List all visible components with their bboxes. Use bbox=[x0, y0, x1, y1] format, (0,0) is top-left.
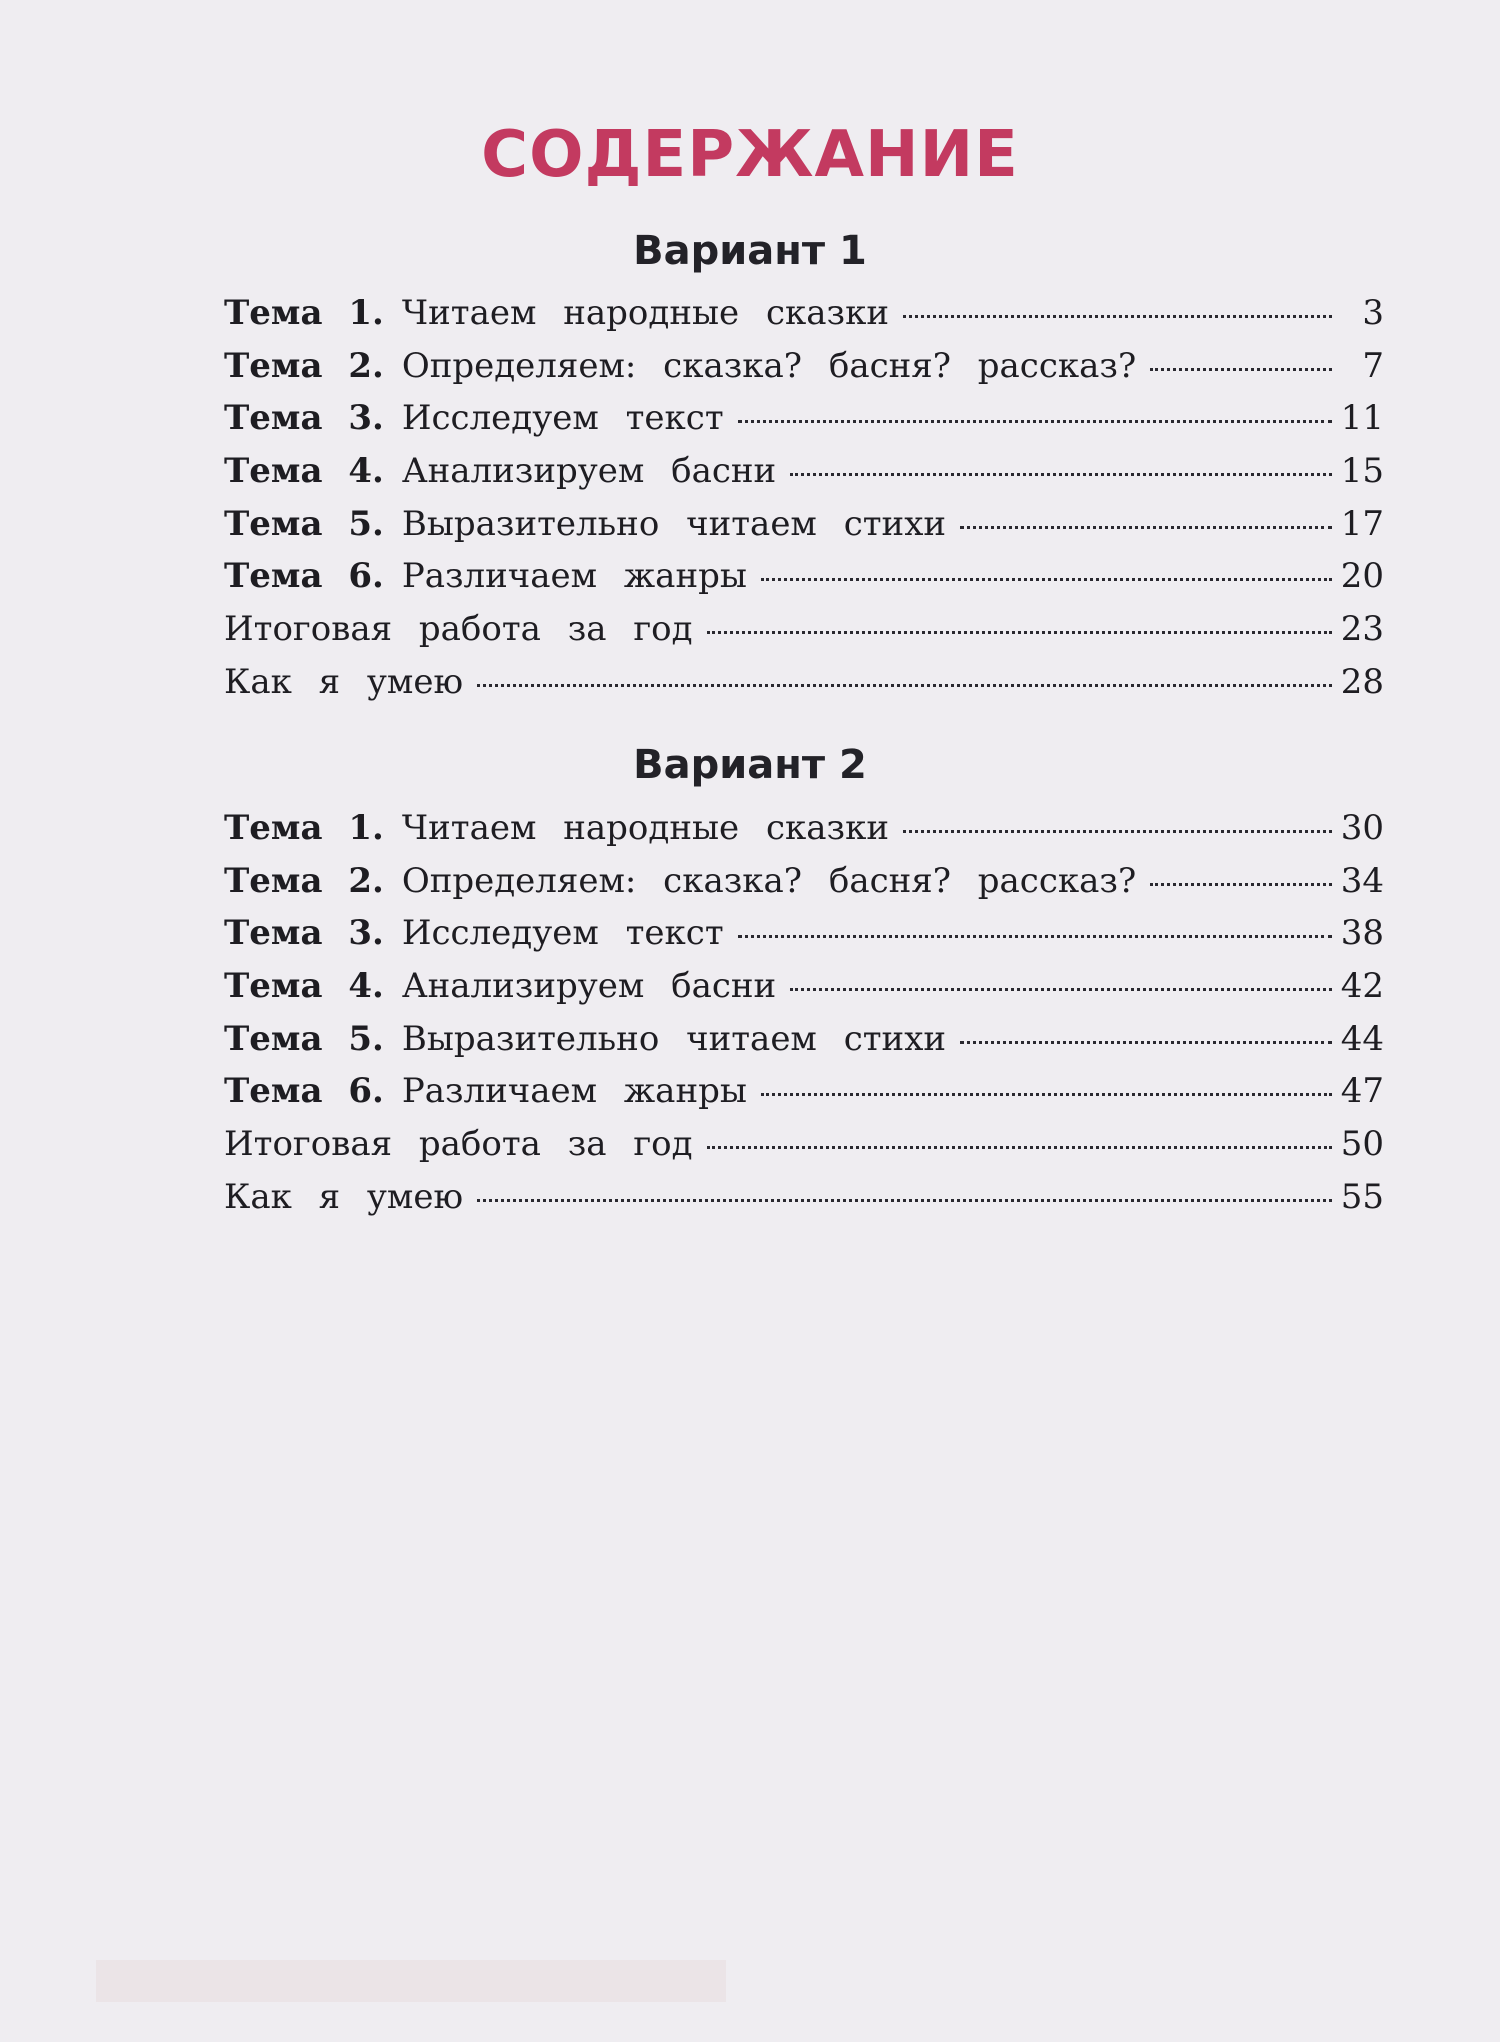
toc-entry[interactable] bbox=[224, 966, 1384, 1019]
toc-entry[interactable] bbox=[224, 346, 1384, 399]
toc-entry[interactable] bbox=[224, 1124, 1384, 1177]
toc-dot-leader bbox=[790, 473, 1332, 476]
toc-dot-leader bbox=[761, 1093, 1332, 1096]
toc-entry-page: 34 bbox=[1340, 860, 1384, 901]
toc-entry[interactable] bbox=[224, 504, 1384, 557]
toc-entry-page: 55 bbox=[1340, 1176, 1384, 1217]
toc-entry-prefix: Тема 2. bbox=[224, 345, 384, 386]
toc-entry-title: Исследуем текст bbox=[401, 398, 724, 439]
toc-dot-leader bbox=[477, 1199, 1332, 1202]
toc-dot-leader bbox=[707, 631, 1332, 634]
toc-entry-prefix: Тема 3. bbox=[224, 398, 384, 439]
toc-entry-title: Определяем: сказка? басня? рассказ? bbox=[401, 345, 1137, 386]
toc-entry-page: 20 bbox=[1340, 556, 1384, 597]
toc-entry[interactable] bbox=[224, 1177, 1384, 1230]
toc-entry-prefix: Тема 4. bbox=[224, 451, 384, 492]
toc-entry[interactable] bbox=[224, 609, 1384, 662]
toc-dot-leader bbox=[707, 1146, 1332, 1149]
toc-entry-prefix: Тема 3. bbox=[224, 913, 384, 954]
paper-smudge bbox=[96, 1960, 726, 2002]
toc-entry-page: 17 bbox=[1340, 503, 1384, 544]
toc-entry-page: 42 bbox=[1340, 966, 1384, 1007]
toc-entry[interactable] bbox=[224, 913, 1384, 966]
toc-entry-page: 23 bbox=[1340, 609, 1384, 650]
toc-dot-leader bbox=[761, 578, 1332, 581]
toc-entry[interactable] bbox=[224, 1019, 1384, 1072]
variant-1-heading: Вариант 1 bbox=[633, 228, 867, 274]
toc-entry-title: Анализируем басни bbox=[401, 451, 777, 492]
toc-entry[interactable] bbox=[224, 1071, 1384, 1124]
toc-entry-page: 15 bbox=[1340, 451, 1384, 492]
toc-entry-page: 7 bbox=[1362, 345, 1384, 386]
toc-entry-page: 38 bbox=[1340, 913, 1384, 954]
toc-entry[interactable] bbox=[224, 293, 1384, 346]
toc-entry[interactable] bbox=[224, 398, 1384, 451]
toc-entry[interactable] bbox=[224, 556, 1384, 609]
toc-dot-leader bbox=[1150, 883, 1332, 886]
toc-entry-prefix: Тема 1. bbox=[224, 293, 384, 333]
toc-entry-title: Читаем народные сказки bbox=[401, 293, 889, 333]
toc-entry-page: 47 bbox=[1340, 1071, 1384, 1112]
toc-entry-title: Анализируем басни bbox=[401, 966, 777, 1007]
toc-entry-page: 28 bbox=[1340, 661, 1384, 702]
toc-entry[interactable] bbox=[224, 662, 1384, 715]
toc-entry-prefix: Тема 4. bbox=[224, 966, 384, 1007]
toc-dot-leader bbox=[738, 935, 1332, 938]
toc-entry-page: 11 bbox=[1340, 398, 1384, 439]
toc-entry-prefix: Тема 5. bbox=[224, 503, 384, 544]
toc-dot-leader bbox=[477, 684, 1332, 687]
toc-entry-page: 3 bbox=[1362, 293, 1384, 333]
toc-entry-title: Как я умею bbox=[224, 1176, 464, 1217]
toc-entry-prefix: Тема 6. bbox=[224, 556, 384, 597]
toc-dot-leader bbox=[738, 420, 1332, 423]
toc-entry-title: Различаем жанры bbox=[401, 1071, 747, 1112]
toc-entry-title: Исследуем текст bbox=[401, 913, 724, 954]
toc-entry-prefix: Тема 6. bbox=[224, 1071, 384, 1112]
toc-entry-prefix: Тема 2. bbox=[224, 860, 384, 901]
toc-entry-title: Итоговая работа за год bbox=[224, 1124, 693, 1165]
toc-entry[interactable] bbox=[224, 861, 1384, 914]
variant-1-toc bbox=[224, 293, 1384, 715]
toc-entry[interactable] bbox=[224, 451, 1384, 504]
toc-dot-leader bbox=[790, 988, 1332, 991]
toc-entry-prefix: Тема 1. bbox=[224, 808, 384, 848]
toc-entry-title: Выразительно читаем стихи bbox=[401, 1018, 947, 1059]
page-title: СОДЕРЖАНИЕ bbox=[481, 118, 1019, 192]
toc-dot-leader bbox=[903, 830, 1332, 833]
toc-entry-page: 30 bbox=[1340, 808, 1384, 848]
variant-2-heading: Вариант 2 bbox=[633, 742, 867, 788]
toc-entry[interactable] bbox=[224, 808, 1384, 861]
toc-dot-leader bbox=[960, 526, 1332, 529]
variant-2-toc bbox=[224, 808, 1384, 1230]
toc-dot-leader bbox=[1150, 368, 1332, 371]
toc-entry-title: Различаем жанры bbox=[401, 556, 747, 597]
toc-entry-page: 50 bbox=[1340, 1124, 1384, 1165]
toc-dot-leader bbox=[903, 315, 1332, 318]
toc-entry-page: 44 bbox=[1340, 1018, 1384, 1059]
toc-entry-title: Определяем: сказка? басня? рассказ? bbox=[401, 860, 1137, 901]
toc-dot-leader bbox=[960, 1041, 1332, 1044]
toc-entry-title: Выразительно читаем стихи bbox=[401, 503, 947, 544]
toc-entry-title: Как я умею bbox=[224, 661, 464, 702]
toc-entry-prefix: Тема 5. bbox=[224, 1018, 384, 1059]
toc-entry-title: Итоговая работа за год bbox=[224, 609, 693, 650]
toc-entry-title: Читаем народные сказки bbox=[401, 808, 889, 848]
